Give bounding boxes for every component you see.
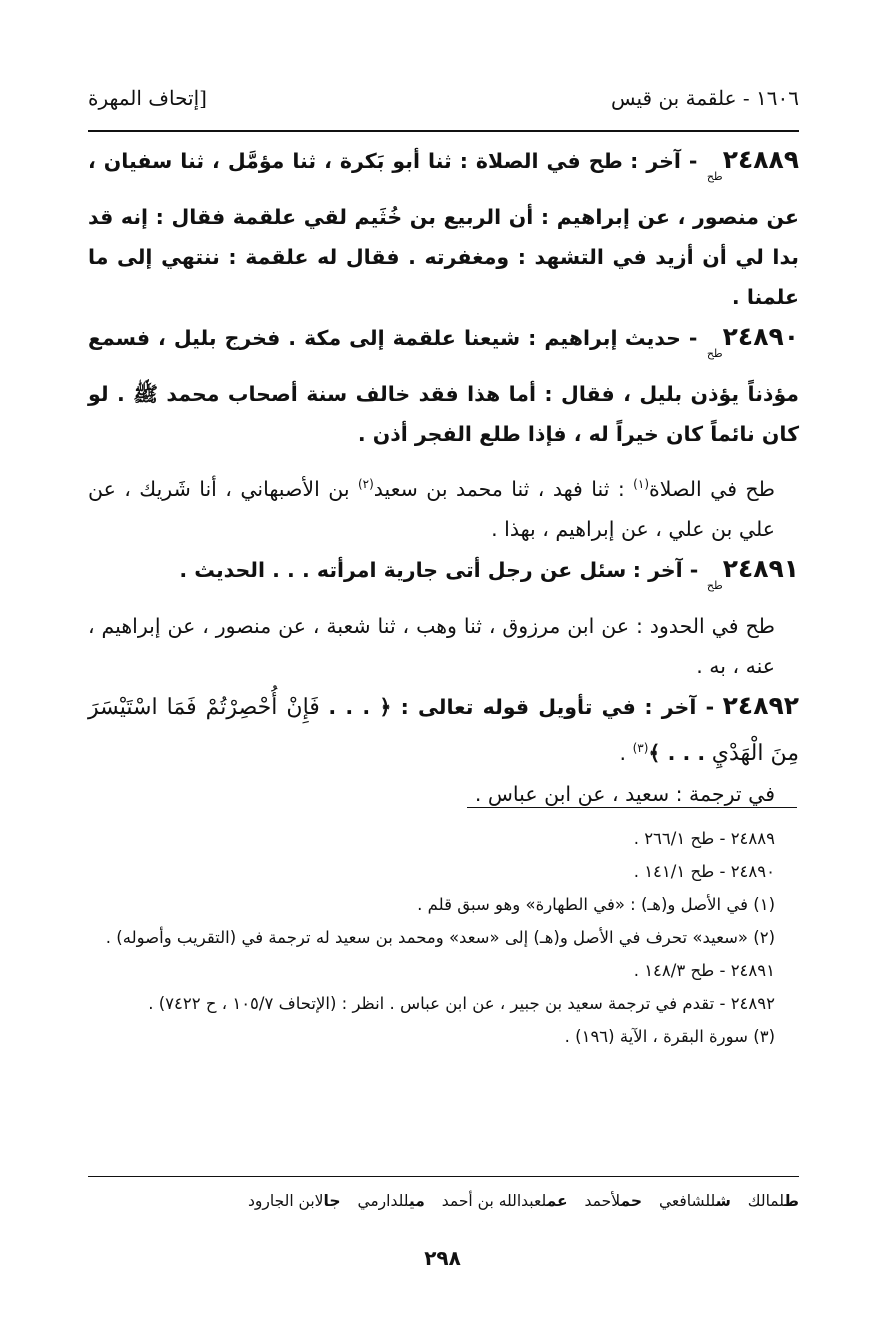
main-text — [88, 140, 799, 814]
entry-24889 — [88, 140, 799, 317]
entry-text: . — [619, 740, 633, 765]
source-text: طح في الحدود : عن ابن مرزوق ، ثنا وهب ، ثنا شعبة ، عن منصور ، عن إبراهيم ، عنه ، به . — [88, 613, 775, 678]
abbrev-key: جا — [323, 1192, 341, 1210]
entry-lead: - آخر : — [644, 694, 715, 719]
book-title: [إتحاف المهرة — [88, 86, 207, 110]
source-part: بن الأصبهاني ، أنا شَريك ، عن علي بن علي ، عن إبراهيم ، بهذا . — [88, 476, 775, 541]
abbrev-value: للدارمي — [357, 1192, 409, 1210]
entry-mark: طح — [706, 578, 723, 592]
entry-source — [88, 464, 799, 549]
entry-text: في تأويل قوله تعالى : ﴿ . . . — [328, 694, 636, 719]
abbrev-value: لمالك — [747, 1192, 785, 1210]
entry-number: ٢٤٨٨٩ — [722, 145, 799, 174]
entry-number: ٢٤٨٩٠ — [722, 322, 799, 351]
entry-24890 — [88, 317, 799, 454]
header-rule — [88, 130, 799, 132]
page-number: ٢٩٨ — [424, 1246, 461, 1270]
entry-lead: - حديث — [624, 326, 698, 350]
footnote-ref: (١) — [633, 477, 649, 491]
footnote-item: ٢٤٨٩١ - طح ١٤٨/٣ . — [633, 961, 775, 980]
abbrev-key: ش — [715, 1192, 731, 1210]
footnote-item: (٢) «سعيد» تحرف في الأصل و(هـ) إلى «سعد» ومحمد بن سعيد له ترجمة في (التقريب وأصوله) . — [105, 928, 775, 947]
abbrev-value: لأحمد — [584, 1192, 621, 1210]
footnote-item: (١) في الأصل و(هـ) : «في الطهارة» وهو سبق قلم . — [417, 895, 775, 914]
abbrev-rule — [88, 1176, 799, 1177]
running-header — [88, 86, 799, 120]
footnote-ref: (٢) — [357, 477, 374, 491]
entry-mark: طح — [706, 347, 723, 360]
source-part: طح في الصلاة — [649, 476, 775, 501]
entry-lead: - آخر : — [632, 557, 699, 582]
entry-24891 — [88, 549, 799, 606]
quran-verse: فَإِنْ أُحْصِرْتُمْ فَمَا اسْتَيْسَرَ مِنَ الْهَدْيِ — [88, 694, 799, 766]
abbrev-value: لعبدالله بن أحمد — [441, 1192, 547, 1210]
abbrev-key: مي — [408, 1192, 425, 1210]
abbrev-key: عم — [546, 1192, 568, 1210]
footnote-item: ٢٤٨٩٢ - تقدم في ترجمة سعيد بن جبير ، عن ابن عباس . انظر : (الإتحاف ١٠٥/٧ ، ح ٧٤٢٢) . — [148, 994, 775, 1013]
entry-mark: طح — [706, 170, 723, 183]
footnote-item: (٣) سورة البقرة ، الآية (١٩٦) . — [564, 1027, 775, 1046]
entry-24892 — [88, 686, 799, 774]
entry-number: ٢٤٨٩١ — [722, 553, 799, 583]
footnotes — [88, 822, 799, 1053]
entry-text: إبراهيم : شيعنا علقمة إلى مكة . فخرج بليل ، فسمع مؤذناً يؤذن بليل ، فقال : أما هذا فقد خالف سنة أصحاب محمد ﷺ . لو كان نائماً كان خيراً له ، فإذا طلع الفجر أذن . — [88, 326, 799, 446]
chapter-title: ١٦٠٦ - علقمة بن قيس — [611, 86, 799, 110]
footnote-ref: (٣) — [632, 740, 649, 755]
footnote-item: ٢٤٨٩٠ - طح ١٤١/١ . — [633, 862, 775, 881]
entry-source — [88, 606, 799, 686]
entry-number: ٢٤٨٩٢ — [722, 690, 799, 720]
abbrev-value: للشافعي — [658, 1192, 716, 1210]
entry-text: طح في الصلاة : ثنا أبو بَكرة ، ثنا مؤمَّل ، ثنا سفيان ، عن منصور ، عن إبراهيم : أن الربيع بن خُثَيم لقي علقمة فقال : إنه قد بدا لي أن أزيد في التشهد : ومغفرته . فقال له علقمة : ننتهي إلى ما علمنا . — [88, 149, 799, 309]
note-text: في ترجمة : سعيد ، عن ابن عباس . — [474, 781, 775, 806]
abbrev-value: لابن الجارود — [248, 1192, 324, 1210]
entry-text: سئل عن رجل أتى جارية امرأته . . . الحديث . — [179, 557, 627, 582]
footnote-item: ٢٤٨٨٩ - طح ٢٦٦/١ . — [633, 829, 775, 848]
entry-text: . . . ﴾ — [648, 740, 706, 765]
source-part: : ثنا فهد ، ثنا محمد بن سعيد — [373, 476, 634, 501]
abbrev-key: حم — [620, 1192, 643, 1210]
footnote-rule — [467, 807, 797, 808]
entry-lead: - آخر : — [630, 149, 698, 173]
abbrev-key: ط — [784, 1192, 799, 1210]
abbreviation-key — [88, 1192, 799, 1210]
